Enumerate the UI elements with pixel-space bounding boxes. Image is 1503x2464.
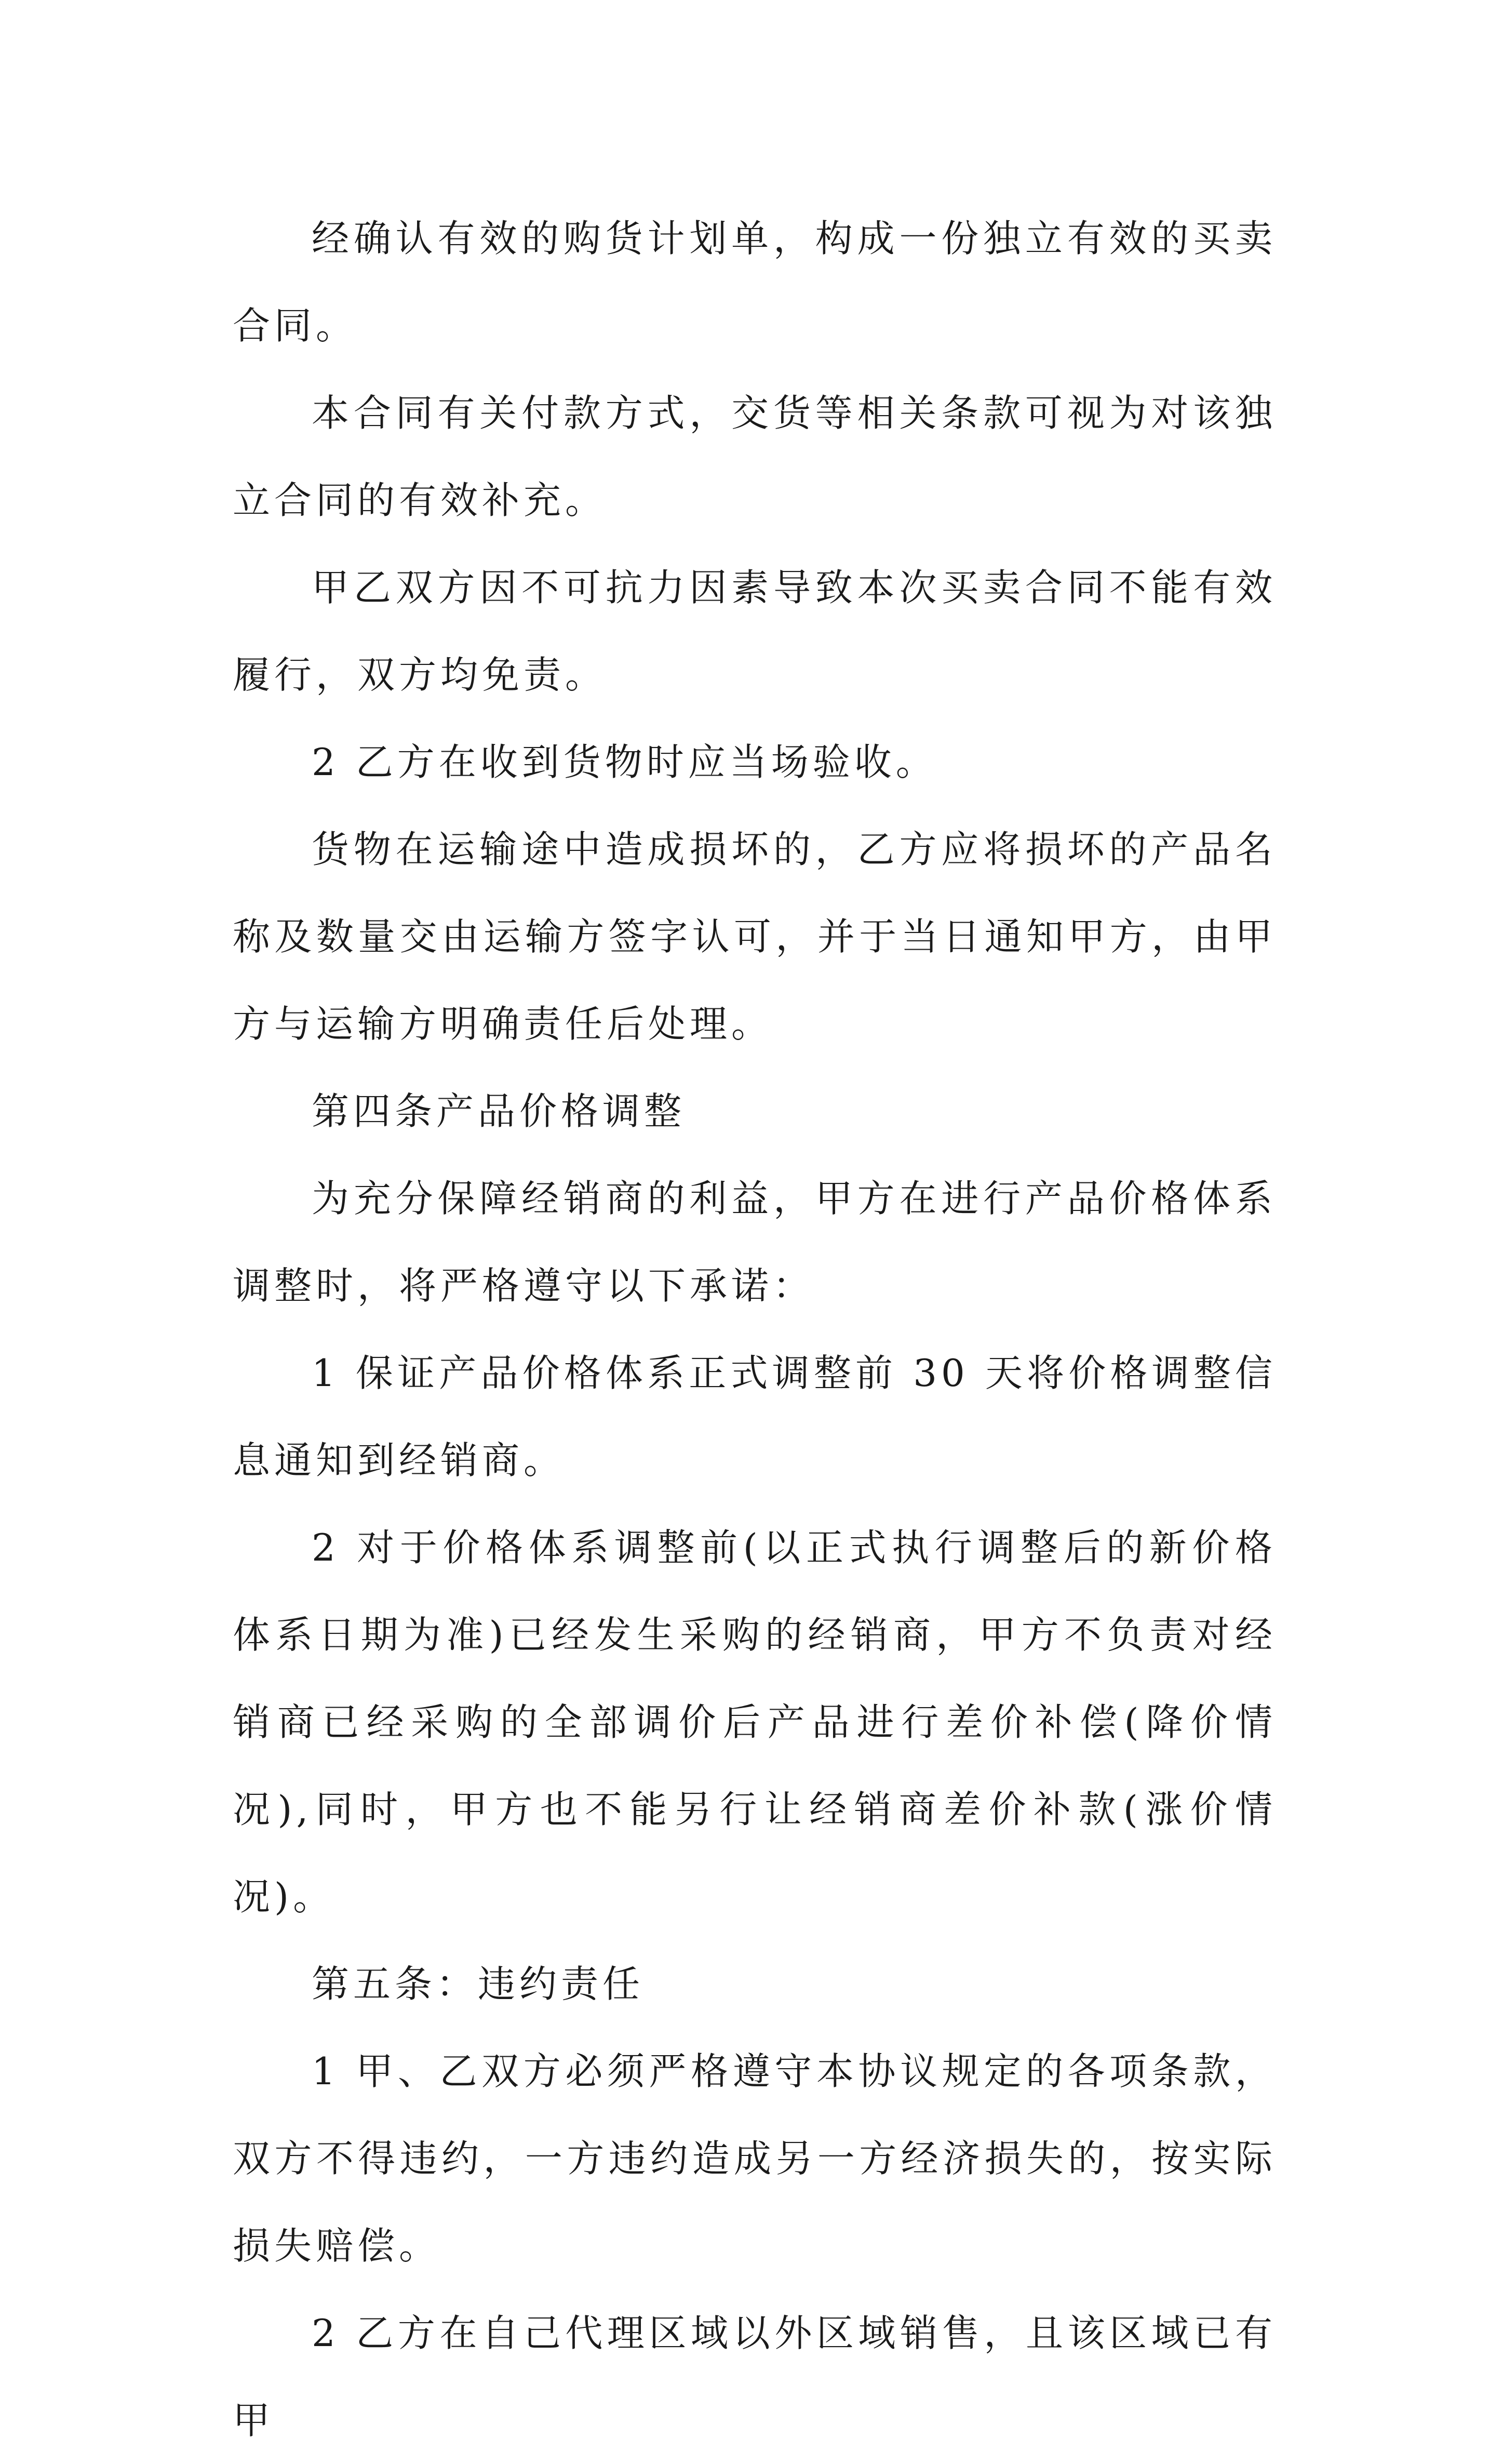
paragraph-purchase-plan: 经确认有效的购货计划单，构成一份独立有效的买卖合同。 [233,217,1277,348]
paragraph-price-commitment: 为充分保障经销商的利益，甲方在进行产品价格体系调整时，将严格遵守以下承诺： [233,1177,1277,1308]
paragraph-force-majeure: 甲乙双方因不可抗力因素导致本次买卖合同不能有效履行，双方均免责。 [233,566,1277,697]
paragraph-payment-terms: 本合同有关付款方式，交货等相关条款可视为对该独立合同的有效补充。 [233,391,1277,522]
paragraph-breach-compensation: 1 甲、乙双方必须严格遵守本协议规定的各项条款，双方不得违约，一方违约造成另一方经济损失的，按实际损失赔偿。 [233,2049,1277,2268]
paragraph-cross-region-sales: 2 乙方在自己代理区域以外区域销售，且该区域已有甲 [233,2311,1277,2442]
section-heading-article-4: 第四条产品价格调整 [312,1089,686,1133]
paragraph-price-adjustment: 2 对于价格体系调整前(以正式执行调整后的新价格体系日期为准)已经发生采购的经销商，甲方不负责对经销商已经采购的全部调价后产品进行差价补偿(降价情况),同时，甲方也不能另行让经销商差价补款(涨价情况)。 [233,1526,1277,1919]
paragraph-price-notice: 1 保证产品价格体系正式调整前 30 天将价格调整信息通知到经销商。 [233,1351,1277,1482]
section-heading-article-5: 第五条：违约责任 [312,1962,645,2006]
paragraph-inspection: 2 乙方在收到货物时应当场验收。 [312,740,937,784]
document-body [233,195,1277,2464]
paragraph-transport-damage: 货物在运输途中造成损坏的，乙方应将损坏的产品名称及数量交由运输方签字认可，并于当日通知甲方，由甲方与运输方明确责任后处理。 [233,828,1277,1046]
